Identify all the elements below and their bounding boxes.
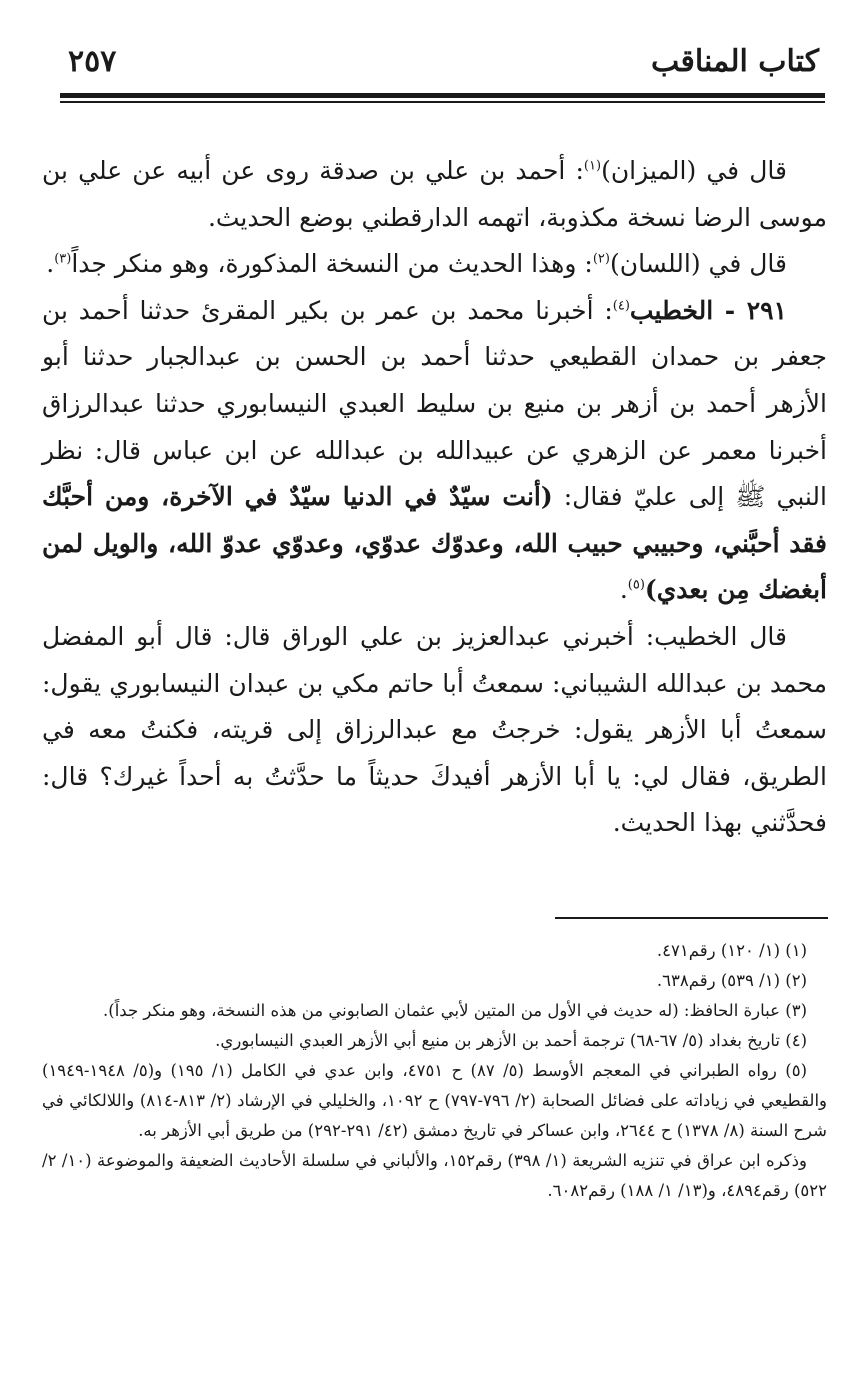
header-rule-thick <box>60 93 825 98</box>
running-title: كتاب المناقب <box>651 44 819 79</box>
paragraph-hadith-291 <box>42 288 827 614</box>
footnote-2: (٢) (١/ ٥٣٩) رقم٦٣٨. <box>656 971 807 990</box>
footnote-1: (١) (١/ ١٢٠) رقم٤٧١. <box>656 941 807 960</box>
paragraph-mizan <box>42 148 827 241</box>
footnote-ref: (٤) <box>612 298 630 314</box>
footnote-ref: (٥) <box>627 578 645 594</box>
footnote-ref: (٣) <box>54 251 72 267</box>
text-segment: : أخبرنا محمد بن عمر بن بكير المقرئ حدثنا أحمد بن جعفر بن حمدان القطيعي حدثنا أحمد بن الحسن بن عبدالجبار حدثنا أبو الأزهر أحمد بن أزهر بن منيع بن سليط العبدي النيسابوري حدثنا عبدالرزاق أخبرنا معمر عن الزهري عن عبيدالله بن عبدالله عن ابن عباس قال: نظر النبي ﷺ إلى عليّ فقال: <box>42 295 827 512</box>
text-segment: . <box>46 249 55 279</box>
main-text <box>42 148 827 847</box>
footnote-5: (٥) رواه الطبراني في المعجم الأوسط (٥/ ٨٧) ح ٤٧٥١، وابن عدي في الكامل (١/ ١٩٥) و(٥/ ١٩٤٨-١٩٤٩) والقطيعي في زياداته على فضائل الصحابة (٢/ ٧٩٦-٧٩٧) ح ١٠٩٢، والخليلي في الإرشاد (٢/ ٨١٣-٨١٤) واللالكائي في شرح السنة (٨/ ١٣٧٨) ح ٢٦٤٤، وابن عساكر في تاريخ دمشق (٤٢/ ٢٩١-٢٩٢) من طريق أبي الأزهر به. <box>42 1061 827 1140</box>
footnotes <box>42 936 827 1206</box>
text-segment: قال في (اللسان) <box>609 249 787 279</box>
paragraph-lisan <box>42 241 827 288</box>
page-number: ٢٥٧ <box>68 44 117 79</box>
paragraph-khatib <box>42 614 827 847</box>
footnote-divider <box>555 917 828 919</box>
footnote-5-continued: وذكره ابن عراق في تنزيه الشريعة (١/ ٣٩٨) رقم١٥٢، والألباني في سلسلة الأحاديث الضعيفة والموضوعة (١٠/ ٢/ ٥٢٢) رقم٤٨٩٤، و(١٣/ ١/ ١٨٨) رقم٦٠٨٢. <box>42 1151 827 1200</box>
footnote-ref: (١) <box>583 158 602 174</box>
text-segment: : أحمد بن علي بن صدقة روى عن أبيه عن علي بن موسى الرضا نسخة مكذوبة، اتهمه الدارقطني بوضع الحديث. <box>42 156 827 232</box>
text-segment: قال الخطيب: أخبرني عبدالعزيز بن علي الوراق قال: قال أبو المفضل محمد بن عبدالله الشيباني: سمعتُ أبا حاتم مكي بن عبدان النيسابوري يقول: سمعتُ أبا الأزهر يقول: خرجتُ مع عبدالرزاق إلى قريته، فكنتُ معه في الطريق، فقال لي: يا أبا الأزهر أفيدكَ حديثاً ما حدَّثتُ به أحداً غيرك؟ قال: فحدَّثني بهذا الحديث. <box>42 621 827 838</box>
text-segment: قال في (الميزان) <box>601 156 787 185</box>
footnote-ref: (٢) <box>592 251 610 267</box>
text-segment: . <box>619 575 628 605</box>
header-rule-thin <box>60 101 825 103</box>
hadith-text: (أنت سيّدٌ في الدنيا سيّدٌ في الآخرة، ومن أحبَّك فقد أحبَّني، وحبيبي حبيب الله، وعدوّك عدوّي، وعدوّي عدوّ الله، والويل لمن أبغضك مِن بعدي) <box>42 482 827 605</box>
footnote-3: (٣) عبارة الحافظ: (له حديث في الأول من المتين لأبي عثمان الصابوني من هذه النسخة، وهو منكر جداً). <box>103 1001 807 1020</box>
page-header <box>60 40 827 90</box>
text-segment: : وهذا الحديث من النسخة المذكورة، وهو منكر جداً <box>71 249 593 279</box>
hadith-number: ٢٩١ - الخطيب <box>629 295 787 325</box>
footnote-4: (٤) تاريخ بغداد (٥/ ٦٧-٦٨) ترجمة أحمد بن الأزهر بن منيع أبي الأزهر العبدي النيسابوري. <box>215 1031 807 1050</box>
